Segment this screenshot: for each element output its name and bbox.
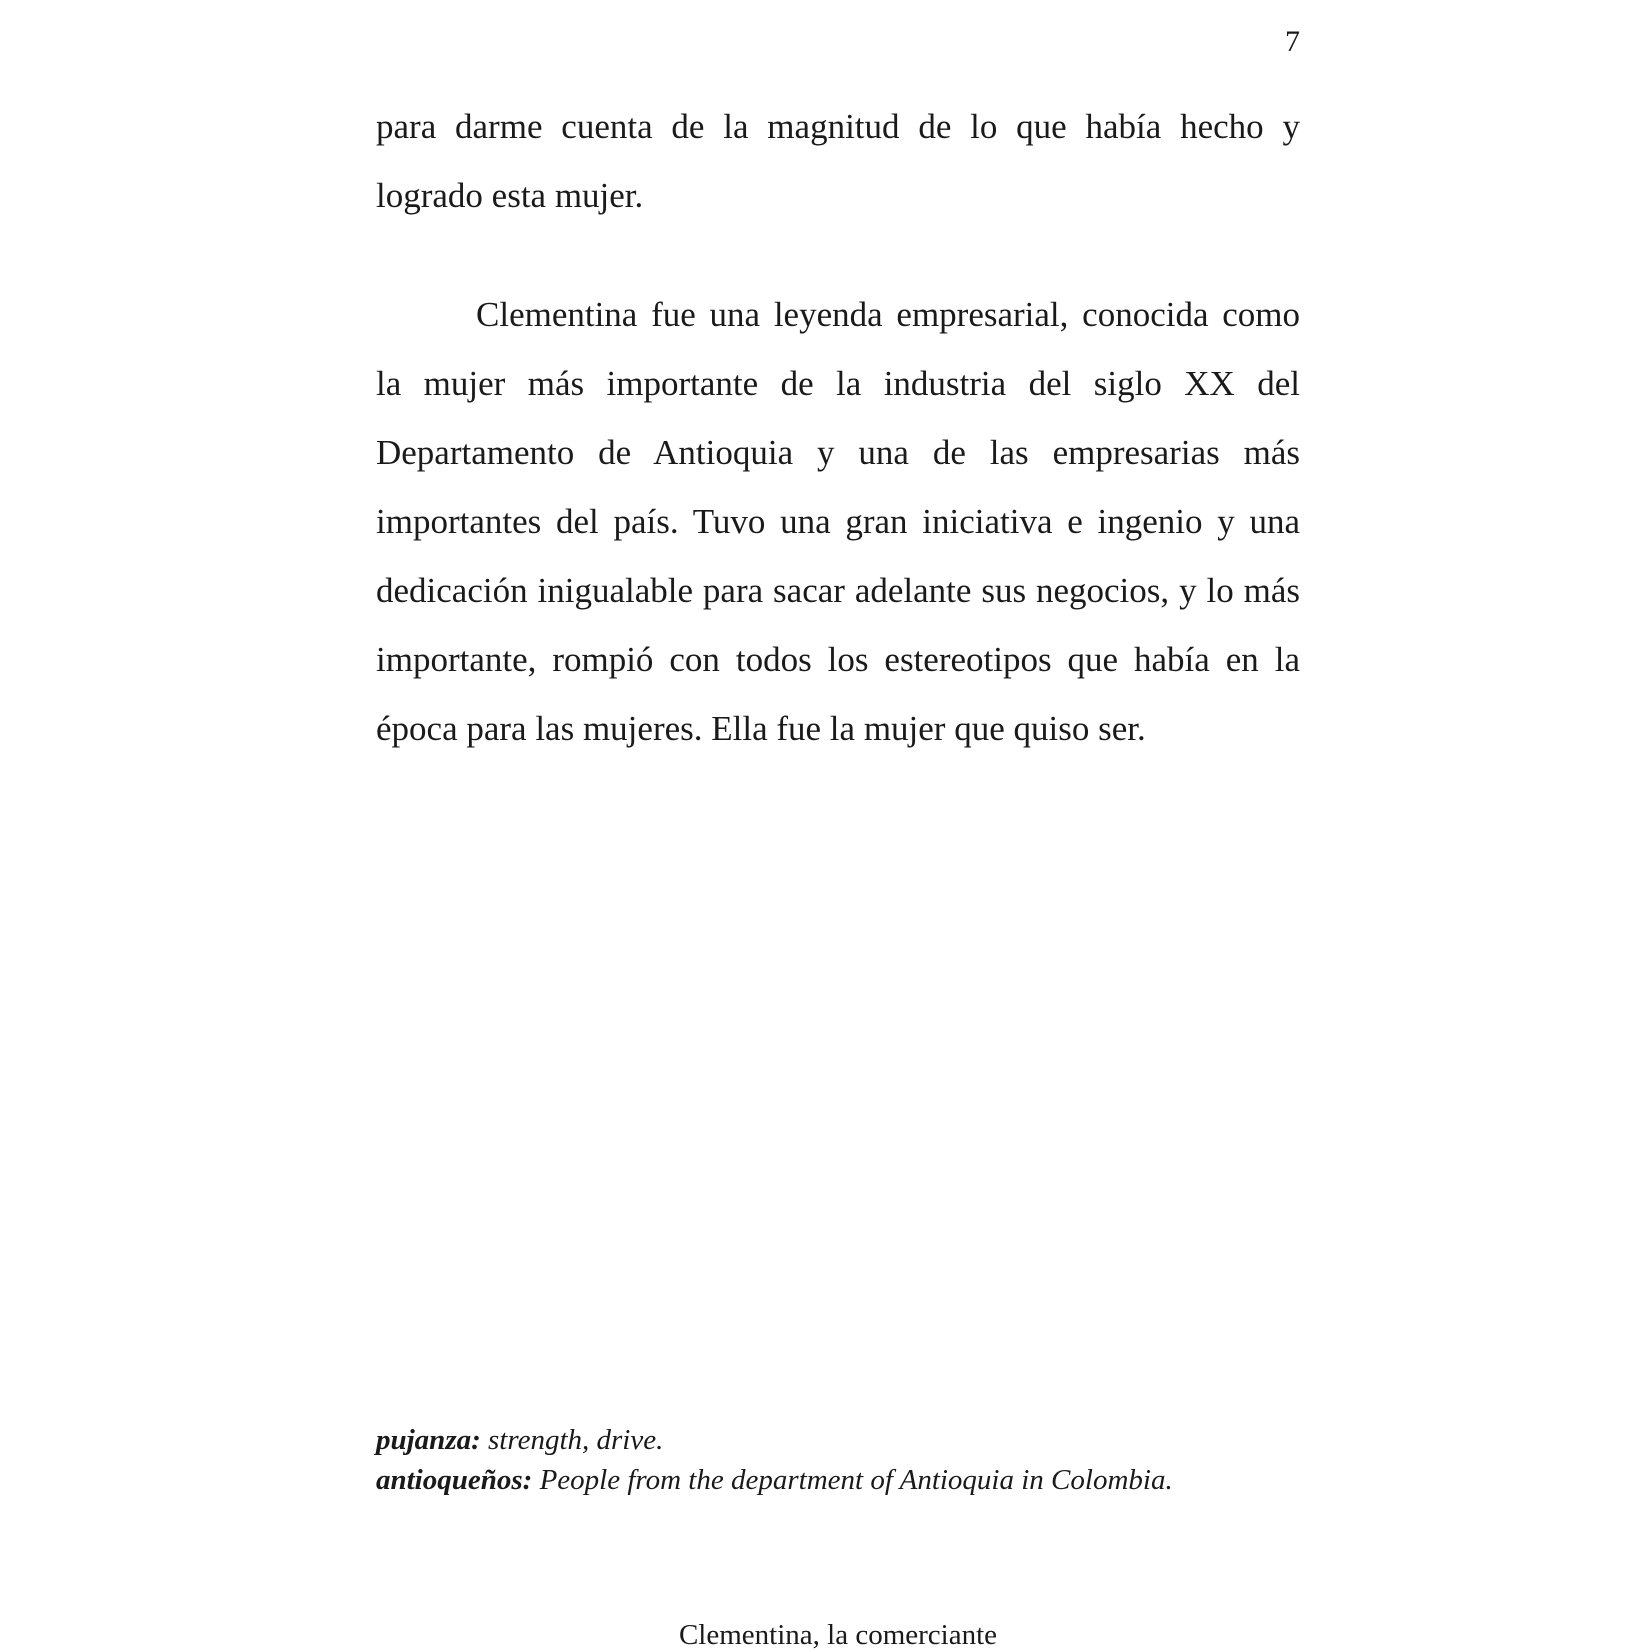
footnote-term: pujanza: [376, 1424, 481, 1456]
footnote-definition: People from the department of Antioquia in Colombia. [539, 1464, 1173, 1496]
footnote [376, 1460, 1300, 1500]
body-paragraph: para darme cuenta de la magnitud de lo que había hecho y logrado esta mujer. [376, 107, 1300, 215]
footnote-term: antioqueños: [376, 1464, 533, 1496]
footnote [376, 1420, 1300, 1460]
running-footer: Clementina, la comerciante [678, 1619, 998, 1651]
footnote-definition: strength, drive. [488, 1424, 664, 1456]
page-number: 7 [1285, 25, 1300, 58]
footnotes [376, 1420, 1300, 1500]
body-paragraph: Clementina fue una leyenda empresarial, conocida como la mujer más importante de la industria del siglo XX del Departamento de Antioquia y una de las empresarias más importantes del país. Tuvo una gran iniciativa e ingenio y una dedicación inigualable para sacar adelante sus negocios, y lo más importante, rompió con todos los estereotipos que había en la época para las mujeres. Ella fue la mujer que quiso ser. [376, 295, 1300, 748]
